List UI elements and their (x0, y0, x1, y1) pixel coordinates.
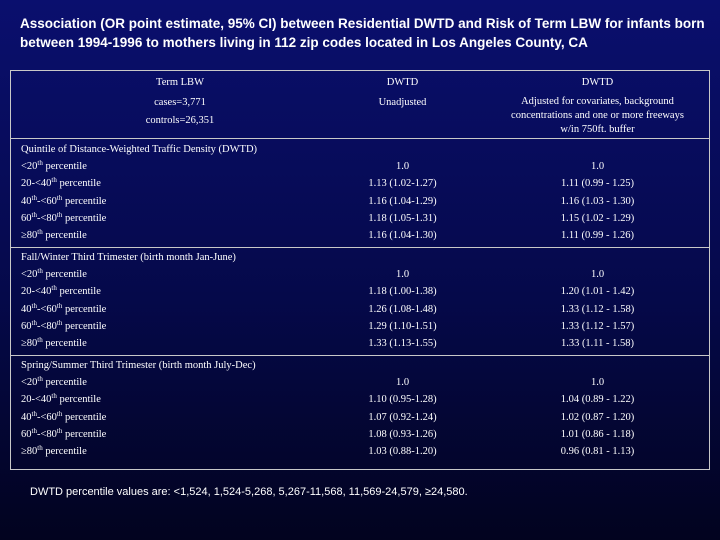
row-label-part: percentile (42, 161, 87, 172)
unadjusted-value: 1.0 (395, 269, 410, 280)
header-col1-line3: controls=26,351 (145, 115, 215, 126)
row-label-part: th (37, 267, 43, 275)
row-label-part: <20 (21, 161, 38, 172)
row-label-part: th (31, 409, 37, 418)
unadjusted-value: 1.08 (0.93-1.26) (368, 428, 437, 440)
row-label-part: percentile (56, 178, 101, 190)
header-col1-line2: cases=3,771 (154, 97, 206, 108)
row-label-part: 60 (21, 212, 32, 224)
row-label-part: -<80 (36, 212, 57, 224)
row-label (21, 283, 101, 300)
adjusted-value: 1.33 (1.12 - 1.58) (560, 303, 635, 315)
row-label-part: -<60 (36, 411, 57, 423)
row-label-part: th (31, 426, 37, 435)
row-label (21, 175, 101, 192)
unadjusted-value: 1.16 (1.04-1.29) (368, 195, 437, 207)
row-label-part: th (56, 193, 63, 202)
table-row (0, 210, 720, 227)
row-label-part: 40 (21, 411, 32, 423)
row-label-part: ≥80 (21, 230, 38, 242)
adjusted-value: 0.96 (0.81 - 1.13) (560, 446, 635, 458)
section-divider-1 (10, 247, 710, 248)
unadjusted-value: 1.18 (1.00-1.38) (368, 286, 437, 298)
row-label-part: th (37, 375, 43, 383)
header-col2-line1: DWTD (386, 77, 419, 88)
row-label (21, 227, 87, 244)
unadjusted-value: 1.13 (1.02-1.27) (368, 178, 437, 190)
row-label-part: <20 (21, 377, 38, 388)
header-col-unadjusted (330, 75, 475, 111)
row-label-part: percentile (62, 411, 107, 423)
row-label-part: th (31, 318, 37, 327)
header-col1-line1: Term LBW (156, 77, 204, 88)
header-col-adjusted (490, 75, 705, 137)
row-label (21, 443, 87, 460)
adjusted-value: 1.33 (1.12 - 1.57) (560, 320, 635, 332)
row-label-part: th (56, 210, 63, 219)
table-row (0, 193, 720, 210)
row-label-part: percentile (42, 230, 87, 242)
row-label-part: th (51, 392, 57, 401)
header-col3-line2: Adjusted for covariates, background concentrations and one or more freeways w/in 750ft. buffer (511, 96, 684, 135)
row-label-part: ≥80 (21, 446, 38, 458)
adjusted-value: 1.04 (0.89 - 1.22) (560, 394, 635, 406)
section-title-dwtd: Quintile of Distance-Weighted Traffic Density (DWTD) (21, 144, 258, 155)
row-label (21, 193, 106, 210)
row-label-part: th (56, 301, 63, 310)
row-label-part: -<80 (36, 428, 57, 440)
table-row (0, 266, 720, 283)
row-label (21, 374, 87, 391)
unadjusted-value: 1.18 (1.05-1.31) (368, 212, 437, 224)
header-divider (10, 138, 710, 139)
row-label (21, 318, 106, 335)
unadjusted-value: 1.07 (0.92-1.24) (368, 411, 437, 423)
row-label-part: -<60 (36, 303, 57, 315)
adjusted-value: 1.33 (1.11 - 1.58) (560, 338, 635, 350)
table-row (0, 335, 720, 352)
row-label (21, 409, 106, 426)
slide-title: Association (OR point estimate, 95% CI) between Residential DWTD and Risk of Term LBW for infants born between 1994-1996 to mothers living in 112 zip codes located in Los Angeles County, CA (20, 16, 705, 50)
table-row (0, 409, 720, 426)
unadjusted-value: 1.0 (395, 377, 410, 388)
section-title-fall-winter: Fall/Winter Third Trimester (birth month Jan-June) (21, 252, 236, 263)
table-row (0, 227, 720, 244)
unadjusted-value: 1.16 (1.04-1.30) (368, 230, 437, 242)
header-col-term-lbw (115, 75, 245, 129)
header-col2-line2: Unadjusted (378, 97, 427, 108)
row-label-part: th (37, 444, 43, 453)
row-label-part: 20-<40 (21, 394, 52, 406)
row-label-part: percentile (62, 428, 107, 440)
row-label-part: th (31, 193, 37, 202)
row-label-part: percentile (62, 212, 107, 224)
row-label-part: th (37, 336, 43, 345)
row-label (21, 391, 101, 408)
row-label-part: percentile (62, 303, 107, 315)
adjusted-value: 1.16 (1.03 - 1.30) (560, 195, 635, 207)
unadjusted-value: 1.0 (395, 161, 410, 172)
table-row (0, 374, 720, 391)
adjusted-value: 1.0 (590, 269, 605, 280)
row-label-part: th (31, 210, 37, 219)
header-col3-line1: DWTD (581, 77, 614, 88)
unadjusted-value: 1.26 (1.08-1.48) (368, 303, 437, 315)
table-row (0, 391, 720, 408)
adjusted-value: 1.01 (0.86 - 1.18) (560, 428, 635, 440)
row-label (21, 301, 106, 318)
row-label-part: -<80 (36, 320, 57, 332)
unadjusted-value: 1.10 (0.95-1.28) (368, 394, 437, 406)
table-row (0, 443, 720, 460)
row-label-part: th (37, 159, 43, 167)
adjusted-value: 1.0 (590, 377, 605, 388)
row-label-part: percentile (62, 320, 107, 332)
adjusted-value: 1.11 (0.99 - 1.26) (560, 230, 635, 242)
row-label-part: percentile (56, 394, 101, 406)
adjusted-value: 1.20 (1.01 - 1.42) (560, 286, 635, 298)
row-label (21, 335, 87, 352)
row-label-part: th (51, 176, 57, 185)
row-label-part: th (56, 409, 63, 418)
row-label-part: 60 (21, 428, 32, 440)
row-label-part: <20 (21, 269, 38, 280)
adjusted-value: 1.15 (1.02 - 1.29) (560, 212, 635, 224)
row-label-part: 20-<40 (21, 286, 52, 298)
row-label-part: 40 (21, 195, 32, 207)
unadjusted-value: 1.33 (1.13-1.55) (368, 338, 437, 350)
row-label-part: th (51, 284, 57, 293)
table-row (0, 301, 720, 318)
row-label-part: 40 (21, 303, 32, 315)
table-row (0, 158, 720, 175)
row-label-part: percentile (56, 286, 101, 298)
row-label (21, 426, 106, 443)
row-label (21, 158, 87, 175)
row-label-part: percentile (42, 338, 87, 350)
row-label-part: ≥80 (21, 338, 38, 350)
row-label-part: th (56, 426, 63, 435)
section-title-spring-summer: Spring/Summer Third Trimester (birth month July-Dec) (21, 360, 256, 371)
row-label-part: 20-<40 (21, 178, 52, 190)
table-row (0, 426, 720, 443)
table-row (0, 175, 720, 192)
row-label-part: th (31, 301, 37, 310)
row-label-part: percentile (42, 377, 87, 388)
unadjusted-value: 1.03 (0.88-1.20) (368, 446, 437, 458)
adjusted-value: 1.02 (0.87 - 1.20) (560, 411, 635, 423)
footnote: DWTD percentile values are: <1,524, 1,524-5,268, 5,267-11,568, 11,569-24,579, ≥24,580. (30, 486, 468, 498)
row-label-part: -<60 (36, 195, 57, 207)
row-label (21, 210, 106, 227)
row-label-part: th (37, 228, 43, 237)
row-label-part: percentile (62, 195, 107, 207)
section-divider-2 (10, 355, 710, 356)
row-label (21, 266, 87, 283)
row-label-part: 60 (21, 320, 32, 332)
row-label-part: th (56, 318, 63, 327)
adjusted-value: 1.0 (590, 161, 605, 172)
unadjusted-value: 1.29 (1.10-1.51) (368, 320, 437, 332)
row-label-part: percentile (42, 446, 87, 458)
table-row (0, 318, 720, 335)
table-row (0, 283, 720, 300)
adjusted-value: 1.11 (0.99 - 1.25) (560, 178, 635, 190)
row-label-part: percentile (42, 269, 87, 280)
